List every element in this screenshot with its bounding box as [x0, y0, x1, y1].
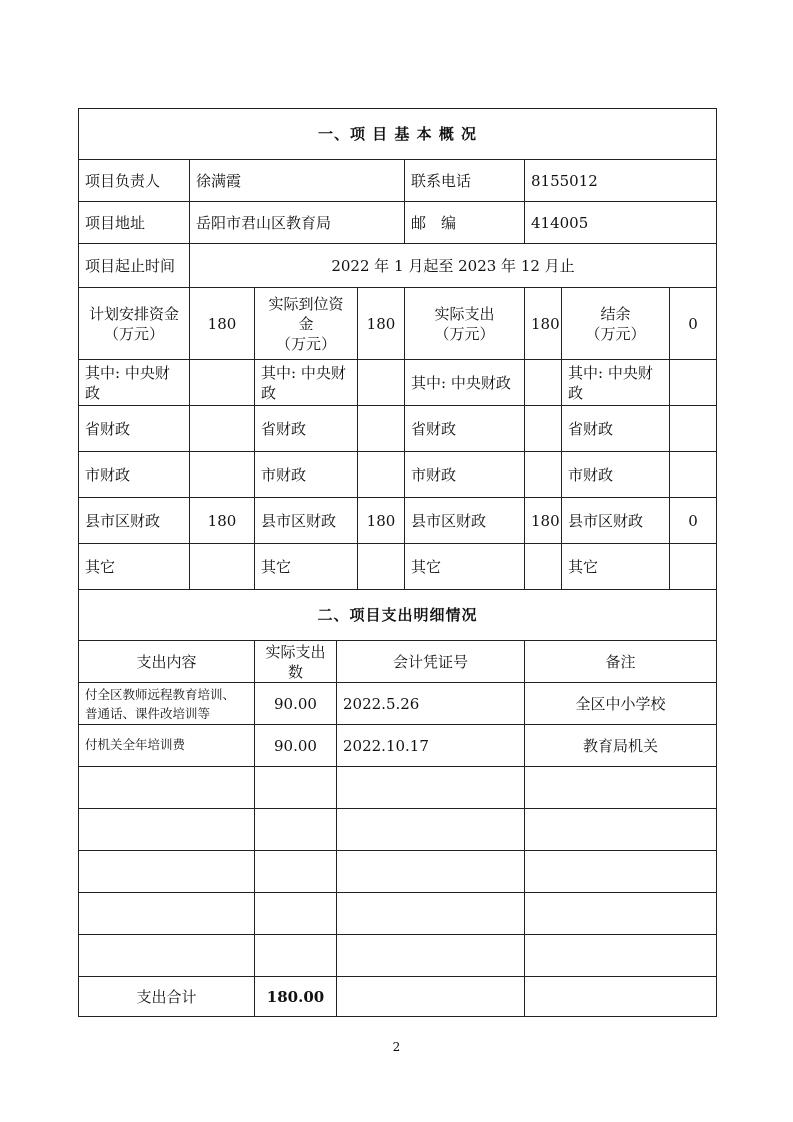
county-value-3: 180: [525, 498, 562, 544]
row-voucher: 2022.5.26: [337, 683, 525, 725]
phone-label: 联系电话: [405, 160, 525, 202]
table-row: [79, 683, 717, 725]
total-label: 支出合计: [79, 977, 255, 1017]
other-label-1: 其它: [79, 544, 190, 590]
other-label-3: 其它: [405, 544, 525, 590]
county-label-3: 县市区财政: [405, 498, 525, 544]
section-detail-title: 二、项目支出明细情况: [79, 590, 717, 641]
row-voucher: 2022.10.17: [337, 725, 525, 767]
header-amount: 实际支出 数: [255, 641, 337, 683]
central-label-3: 其中: 中央财政: [405, 360, 525, 406]
county-label-4: 县市区财政: [562, 498, 670, 544]
row-remark: 教育局机关: [525, 725, 717, 767]
row-content: 付全区教师远程教育培训、 普通话、课件改培训等: [79, 683, 255, 725]
city-label-4: 市财政: [562, 452, 670, 498]
row-content: 付机关全年培训费: [79, 725, 255, 767]
period-value: 2022 年 1 月起至 2023 年 12 月止: [190, 244, 717, 288]
other-label-4: 其它: [562, 544, 670, 590]
province-label-1: 省财政: [79, 406, 190, 452]
table-row: [79, 893, 717, 935]
table-row: [79, 935, 717, 977]
province-label-3: 省财政: [405, 406, 525, 452]
page-number: 2: [392, 1040, 401, 1054]
central-label-1: 其中: 中央财政: [79, 360, 190, 406]
balance-value: 0: [670, 288, 717, 360]
row-amount: 90.00: [255, 725, 337, 767]
received-funds-value: 180: [358, 288, 405, 360]
leader-label: 项目负责人: [79, 160, 190, 202]
planned-funds-header: 计划安排资金 （万元）: [79, 288, 190, 360]
header-voucher: 会计凭证号: [337, 641, 525, 683]
city-label-3: 市财政: [405, 452, 525, 498]
address-label: 项目地址: [79, 202, 190, 244]
province-label-4: 省财政: [562, 406, 670, 452]
city-label-1: 市财政: [79, 452, 190, 498]
leader-value: 徐满霞: [190, 160, 405, 202]
county-value-4: 0: [670, 498, 717, 544]
project-report-table: [78, 108, 716, 1017]
row-amount: 90.00: [255, 683, 337, 725]
zip-label: 邮 编: [405, 202, 525, 244]
received-funds-header: 实际到位资 金 （万元）: [255, 288, 358, 360]
actual-spend-value: 180: [525, 288, 562, 360]
county-value-1: 180: [190, 498, 255, 544]
city-label-2: 市财政: [255, 452, 358, 498]
balance-header: 结余 （万元）: [562, 288, 670, 360]
address-value: 岳阳市君山区教育局: [190, 202, 405, 244]
header-content: 支出内容: [79, 641, 255, 683]
table-row: [79, 851, 717, 893]
province-label-2: 省财政: [255, 406, 358, 452]
section-basic-title: 一、项 目 基 本 概 况: [79, 109, 717, 160]
planned-funds-value: 180: [190, 288, 255, 360]
other-label-2: 其它: [255, 544, 358, 590]
zip-value: 414005: [525, 202, 717, 244]
county-value-2: 180: [358, 498, 405, 544]
central-label-2: 其中: 中央财 政: [255, 360, 358, 406]
actual-spend-header: 实际支出 （万元）: [405, 288, 525, 360]
table-row: [79, 767, 717, 809]
total-value: 180.00: [255, 977, 337, 1017]
header-remark: 备注: [525, 641, 717, 683]
table-row: [79, 809, 717, 851]
county-label-2: 县市区财政: [255, 498, 358, 544]
period-label: 项目起止时间: [79, 244, 190, 288]
table-row: [79, 725, 717, 767]
row-remark: 全区中小学校: [525, 683, 717, 725]
county-label-1: 县市区财政: [79, 498, 190, 544]
phone-value: 8155012: [525, 160, 717, 202]
central-label-4: 其中: 中央财政: [562, 360, 670, 406]
